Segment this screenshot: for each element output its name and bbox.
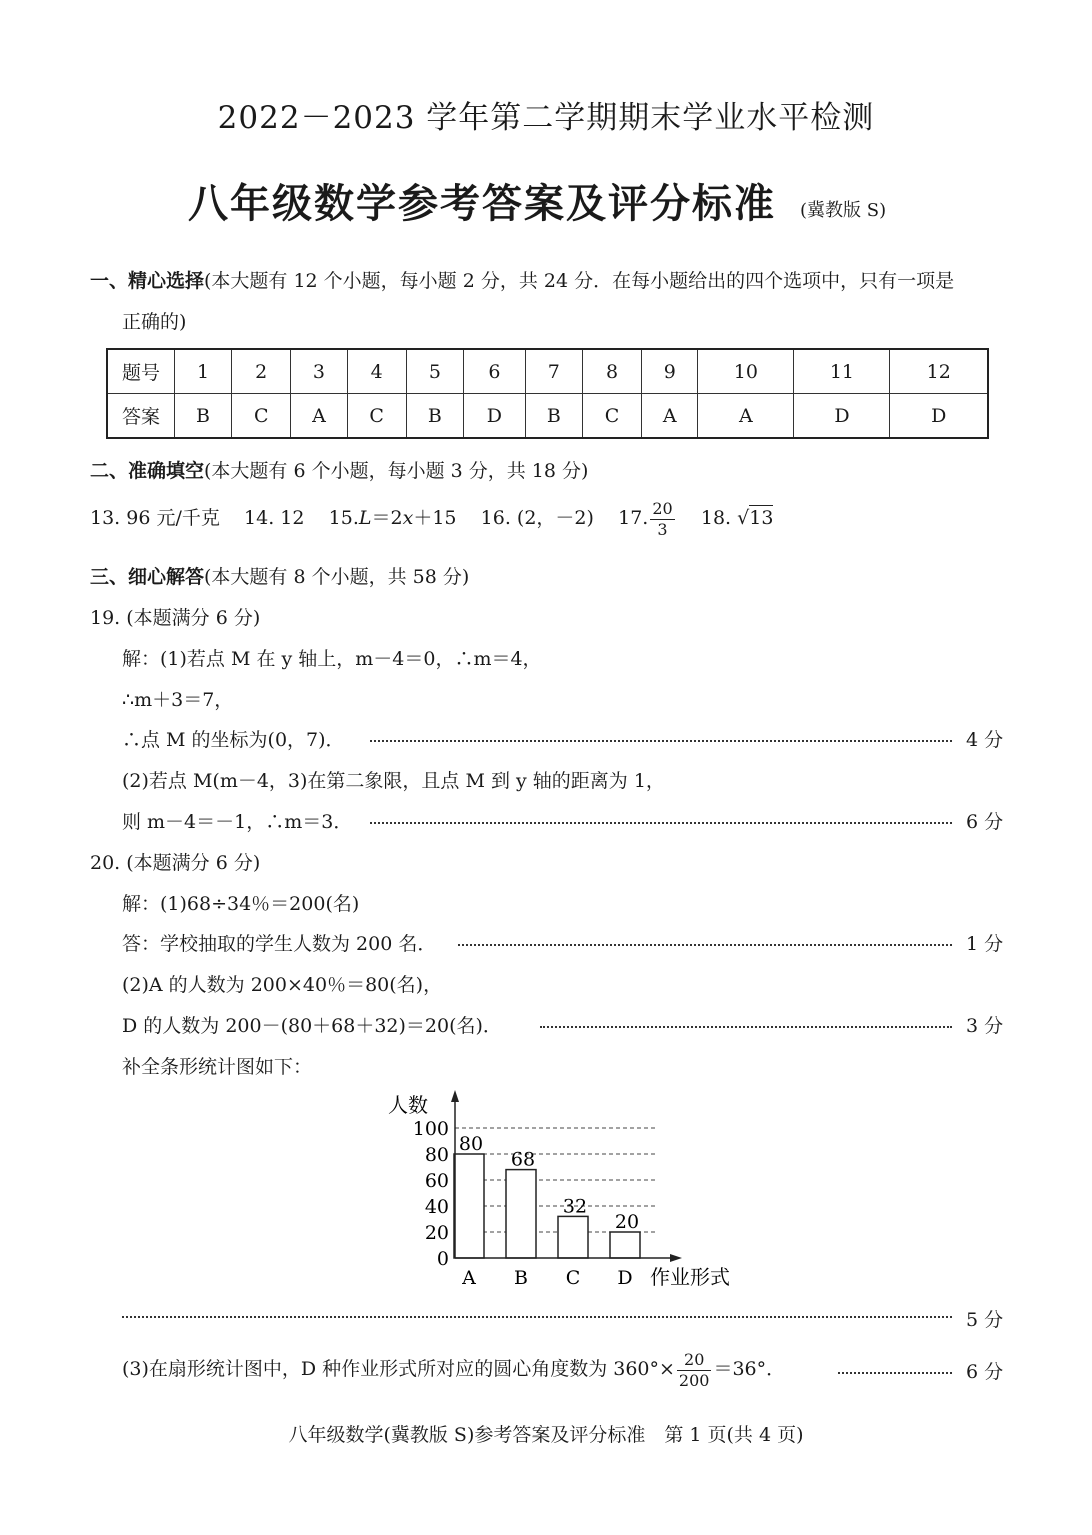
q20-title: 20. (本题满分 6 分) — [90, 852, 261, 874]
section3-heading-line — [90, 562, 469, 589]
bar-value-label: 20 — [614, 1211, 640, 1233]
q20-line2: 答：学校抽取的学生人数为 200 名． — [122, 933, 437, 955]
score-label: 1 分 — [966, 933, 1004, 955]
answer-cell: C — [347, 394, 406, 439]
q19-line2: ∴m＋3＝7， — [122, 689, 234, 711]
question-number: 9 — [642, 349, 698, 394]
section1-heading-line — [90, 266, 954, 293]
question-number: 3 — [291, 349, 347, 394]
score-label: 6 分 — [966, 1361, 1004, 1383]
answer-18: 18. √13 — [700, 507, 774, 529]
q20-line5: 补全条形统计图如下： — [122, 1056, 313, 1078]
bar-value-label: 68 — [510, 1148, 536, 1171]
y-tick-label: 100 — [412, 1118, 449, 1140]
answer-14: 14. 12 — [244, 507, 305, 529]
bar-value-label: 80 — [458, 1133, 484, 1155]
answer-table — [106, 348, 989, 439]
section1-desc: (本大题有 12 个小题，每小题 2 分，共 24 分．在每小题给出的四个选项中，只有一项是 — [204, 270, 955, 292]
question-number: 7 — [525, 349, 582, 394]
dotted-leader — [458, 944, 952, 946]
q20-line6: (3)在扇形统计图中，D 种作业形式所对应的圆心角度数为 360°× $\frac{20}{200}$ ＝36°． — [122, 1349, 786, 1390]
answer-cell: C — [232, 394, 291, 439]
question-number: 1 — [175, 349, 232, 394]
page-footer: 八年级数学(冀教版 S)参考答案及评分标准 第 1 页(共 4 页) — [288, 1424, 804, 1446]
answer-cell: B — [406, 394, 463, 439]
y-tick-label: 20 — [424, 1222, 449, 1244]
document-title: 八年级数学参考答案及评分标准 — [188, 181, 776, 227]
score-label: 5 分 — [966, 1309, 1004, 1331]
question-number: 4 — [347, 349, 406, 394]
dotted-leader — [122, 1316, 952, 1318]
answer-cell: D — [463, 394, 525, 439]
score-label: 3 分 — [966, 1015, 1004, 1037]
fill-in-answers — [90, 496, 773, 540]
bar-value-label: 32 — [562, 1195, 588, 1218]
answer-cell: C — [582, 394, 641, 439]
bar — [506, 1170, 536, 1258]
question-number: 8 — [582, 349, 641, 394]
x-axis-arrow — [670, 1254, 682, 1262]
answer-cell: D — [794, 394, 890, 439]
q19-line4: (2)若点 M(m－4，3)在第二象限，且点 M 到 y 轴的距离为 1， — [122, 770, 665, 792]
dotted-leader — [370, 822, 952, 824]
dotted-leader — [838, 1372, 952, 1374]
q19-title: 19. (本题满分 6 分) — [90, 607, 261, 629]
question-number: 5 — [406, 349, 463, 394]
bar — [558, 1216, 588, 1258]
y-tick-label: 80 — [424, 1144, 449, 1166]
section3-heading: 三、细心解答 — [90, 566, 205, 588]
section2-heading: 二、准确填空 — [90, 460, 205, 482]
q20-line1: 解：(1)68÷34％＝200(名) — [122, 893, 360, 915]
dotted-leader — [540, 1026, 952, 1028]
x-axis-label: 作业形式 — [650, 1265, 730, 1289]
edition-label: (冀教版 S) — [800, 200, 887, 221]
answer-17: 17. $\frac{20}{3}$ — [618, 498, 673, 539]
answer-row — [107, 394, 988, 439]
y-tick-label: 0 — [436, 1248, 449, 1270]
section1-heading: 一、精心选择 — [90, 270, 205, 292]
x-tick-label: C — [565, 1267, 581, 1289]
question-number: 11 — [794, 349, 890, 394]
answer-cell: A — [698, 394, 794, 439]
row-label: 答案 — [107, 394, 175, 439]
answer-15: 15.L＝2x＋15 — [328, 507, 457, 529]
question-number: 12 — [890, 349, 988, 394]
section2-heading-line — [90, 456, 588, 483]
section1-desc-cont: 正确的) — [122, 311, 187, 333]
bar — [454, 1154, 484, 1258]
score-label: 4 分 — [966, 729, 1004, 751]
exam-title: 2022－2023 学年第二学期期末学业水平检测 — [217, 100, 875, 136]
y-axis-arrow — [451, 1090, 459, 1102]
x-tick-label: D — [617, 1267, 633, 1289]
bar-chart — [380, 1086, 750, 1296]
y-tick-label: 40 — [424, 1196, 449, 1218]
answer-cell: B — [525, 394, 582, 439]
answer-16: 16. (2，－2) — [480, 507, 594, 529]
q19-line5: 则 m－4＝－1，∴m＝3． — [122, 811, 353, 833]
row-label: 题号 — [107, 349, 175, 394]
answer-cell: A — [291, 394, 347, 439]
q20-line4: D 的人数为 200－(80＋68＋32)＝20(名)． — [122, 1015, 502, 1037]
fraction: $\frac{20}{200}$ — [678, 1349, 710, 1390]
q20-line3: (2)A 的人数为 200×40％＝80(名)， — [122, 974, 443, 996]
section3-desc: (本大题有 8 个小题，共 58 分) — [204, 566, 470, 588]
q19-line3: ∴点 M 的坐标为(0，7)． — [122, 729, 345, 751]
y-axis-label: 人数 — [388, 1093, 428, 1117]
answer-cell: B — [175, 394, 232, 439]
dotted-leader — [370, 740, 952, 742]
radicand: 13 — [749, 507, 774, 529]
answer-cell: D — [890, 394, 988, 439]
fraction: $\frac{20}{3}$ — [652, 498, 673, 539]
question-number-row — [107, 349, 988, 394]
bar — [610, 1232, 640, 1258]
question-number: 2 — [232, 349, 291, 394]
sqrt-sign: √ — [737, 507, 750, 529]
x-tick-label: B — [514, 1267, 528, 1289]
score-label: 6 分 — [966, 811, 1004, 833]
section2-desc: (本大题有 6 个小题，每小题 3 分，共 18 分) — [204, 460, 589, 482]
answer-cell: A — [642, 394, 698, 439]
question-number: 6 — [463, 349, 525, 394]
q19-line1: 解：(1)若点 M 在 y 轴上，m－4＝0，∴m＝4， — [122, 648, 542, 670]
answer-13: 13. 96 元/千克 — [90, 507, 220, 529]
question-number: 10 — [698, 349, 794, 394]
y-tick-label: 60 — [424, 1170, 449, 1192]
x-tick-label: A — [462, 1267, 476, 1289]
